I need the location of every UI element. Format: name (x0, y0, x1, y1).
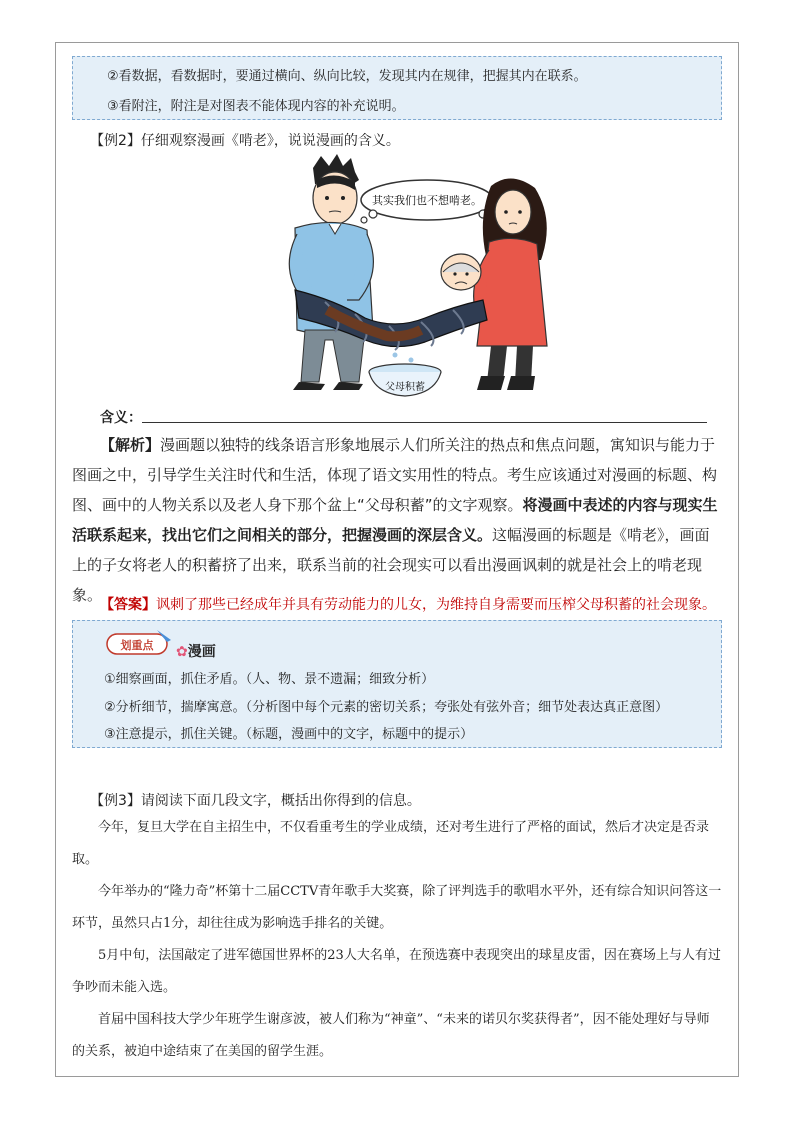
tip-item-notes: ③看附注，附注是对图表不能体现内容的补充说明。 (107, 99, 405, 114)
reading-paragraph: 首届中国科技大学少年班学生谢彦波，被人们称为“神童”、“未来的诺贝尔奖获得者”，因不能处理好与导师的关系，被迫中途结束了在美国的留学生涯。 (72, 1012, 710, 1059)
young-woman-figure (474, 178, 547, 390)
meaning-label: 含义： (100, 410, 142, 426)
example3-question-text: 请阅读下面几段文字，概括出你得到的信息。 (140, 793, 421, 809)
key-points-title-text: 漫画 (187, 644, 216, 660)
analysis-paragraph (72, 430, 722, 610)
example3-tag: 【例3】 (90, 793, 141, 809)
example2-question (90, 130, 400, 150)
meaning-answer-line (142, 422, 707, 423)
speech-bubble-text: 其实我们也不想啃老。 (372, 194, 482, 207)
tip-item-data: ②看数据，看数据时，要通过横向、纵向比较，发现其内在规律，把握其内在联系。 (107, 69, 587, 84)
answer-tag: 【答案】 (100, 597, 156, 613)
key-points-badge-text: 划重点 (120, 639, 154, 652)
reading-paragraph: 今年举办的“隆力奇”杯第十二届CCTV青年歌手大奖赛，除了评判选手的歌唱水平外，还有综合知识问答这一环节，虽然只占1分，却往往成为影响选手排名的关键。 (72, 884, 722, 931)
example2-tag: 【例2】 (90, 133, 141, 149)
young-man-figure (289, 154, 373, 390)
key-point-item: ①细察画面，抓住矛盾。（人、物、景不遗漏；细致分析） (104, 672, 435, 687)
reading-paragraph: 今年，复旦大学在自主招生中，不仅看重考生的学业成绩，还对考生进行了严格的面试，然后才决定是否录取。 (72, 820, 710, 867)
analysis-tag: 【解析】 (100, 436, 161, 454)
reading-paragraph: 5月中旬，法国敲定了进军德国世界杯的23人大名单，在预选赛中表现突出的球星皮雷，因在赛场上与人有过争吵而未能入选。 (72, 948, 721, 995)
analysis-bold-text: 将漫画中表述的内容与现实生活联系起来，找出它们之间相关的部分，把握漫画的深层含义。 (72, 496, 718, 544)
savings-basin (369, 364, 441, 396)
example3-reading (72, 812, 722, 1068)
answer-paragraph (100, 594, 716, 614)
basin-label: 父母积蓄 (385, 382, 425, 393)
cartoon-kenlao (255, 150, 565, 402)
key-points-badge (105, 628, 173, 656)
example2-question-text: 仔细观察漫画《啃老》，说说漫画的含义。 (140, 133, 400, 149)
example3-question (90, 790, 421, 810)
key-point-item: ②分析细节，揣摩寓意。（分析图中每个元素的密切关系；夸张处有弦外音；细节处表达真正意图） (104, 700, 669, 715)
key-points-title (176, 641, 216, 661)
answer-text: 讽刺了那些已经成年并具有劳动能力的儿女，为维持自身需要而压榨父母积蓄的社会现象。 (156, 597, 716, 613)
analysis-text-2: 这幅漫画的标题是《啃老》，画面上的子女将老人的积蓄挤了出来，联系当前的社会现实可以看出漫画讽刺的就是社会上的啃老现象。 (72, 526, 710, 604)
flower-icon: ✿ (176, 644, 188, 660)
analysis-text: 漫画题以独特的线条语言形象地展示人们所关注的热点和焦点问题，寓知识与能力于图画之中，引导学生关注时代和生活，体现了语文实用性的特点。考生应该通过对漫画的标题、构图、画中的人物关系以及老人身下那个盆上“父母积蓄”的文字观察。 (72, 436, 718, 514)
key-point-item: ③注意提示，抓住关键。（标题，漫画中的文字，标题中的提示） (104, 727, 474, 742)
